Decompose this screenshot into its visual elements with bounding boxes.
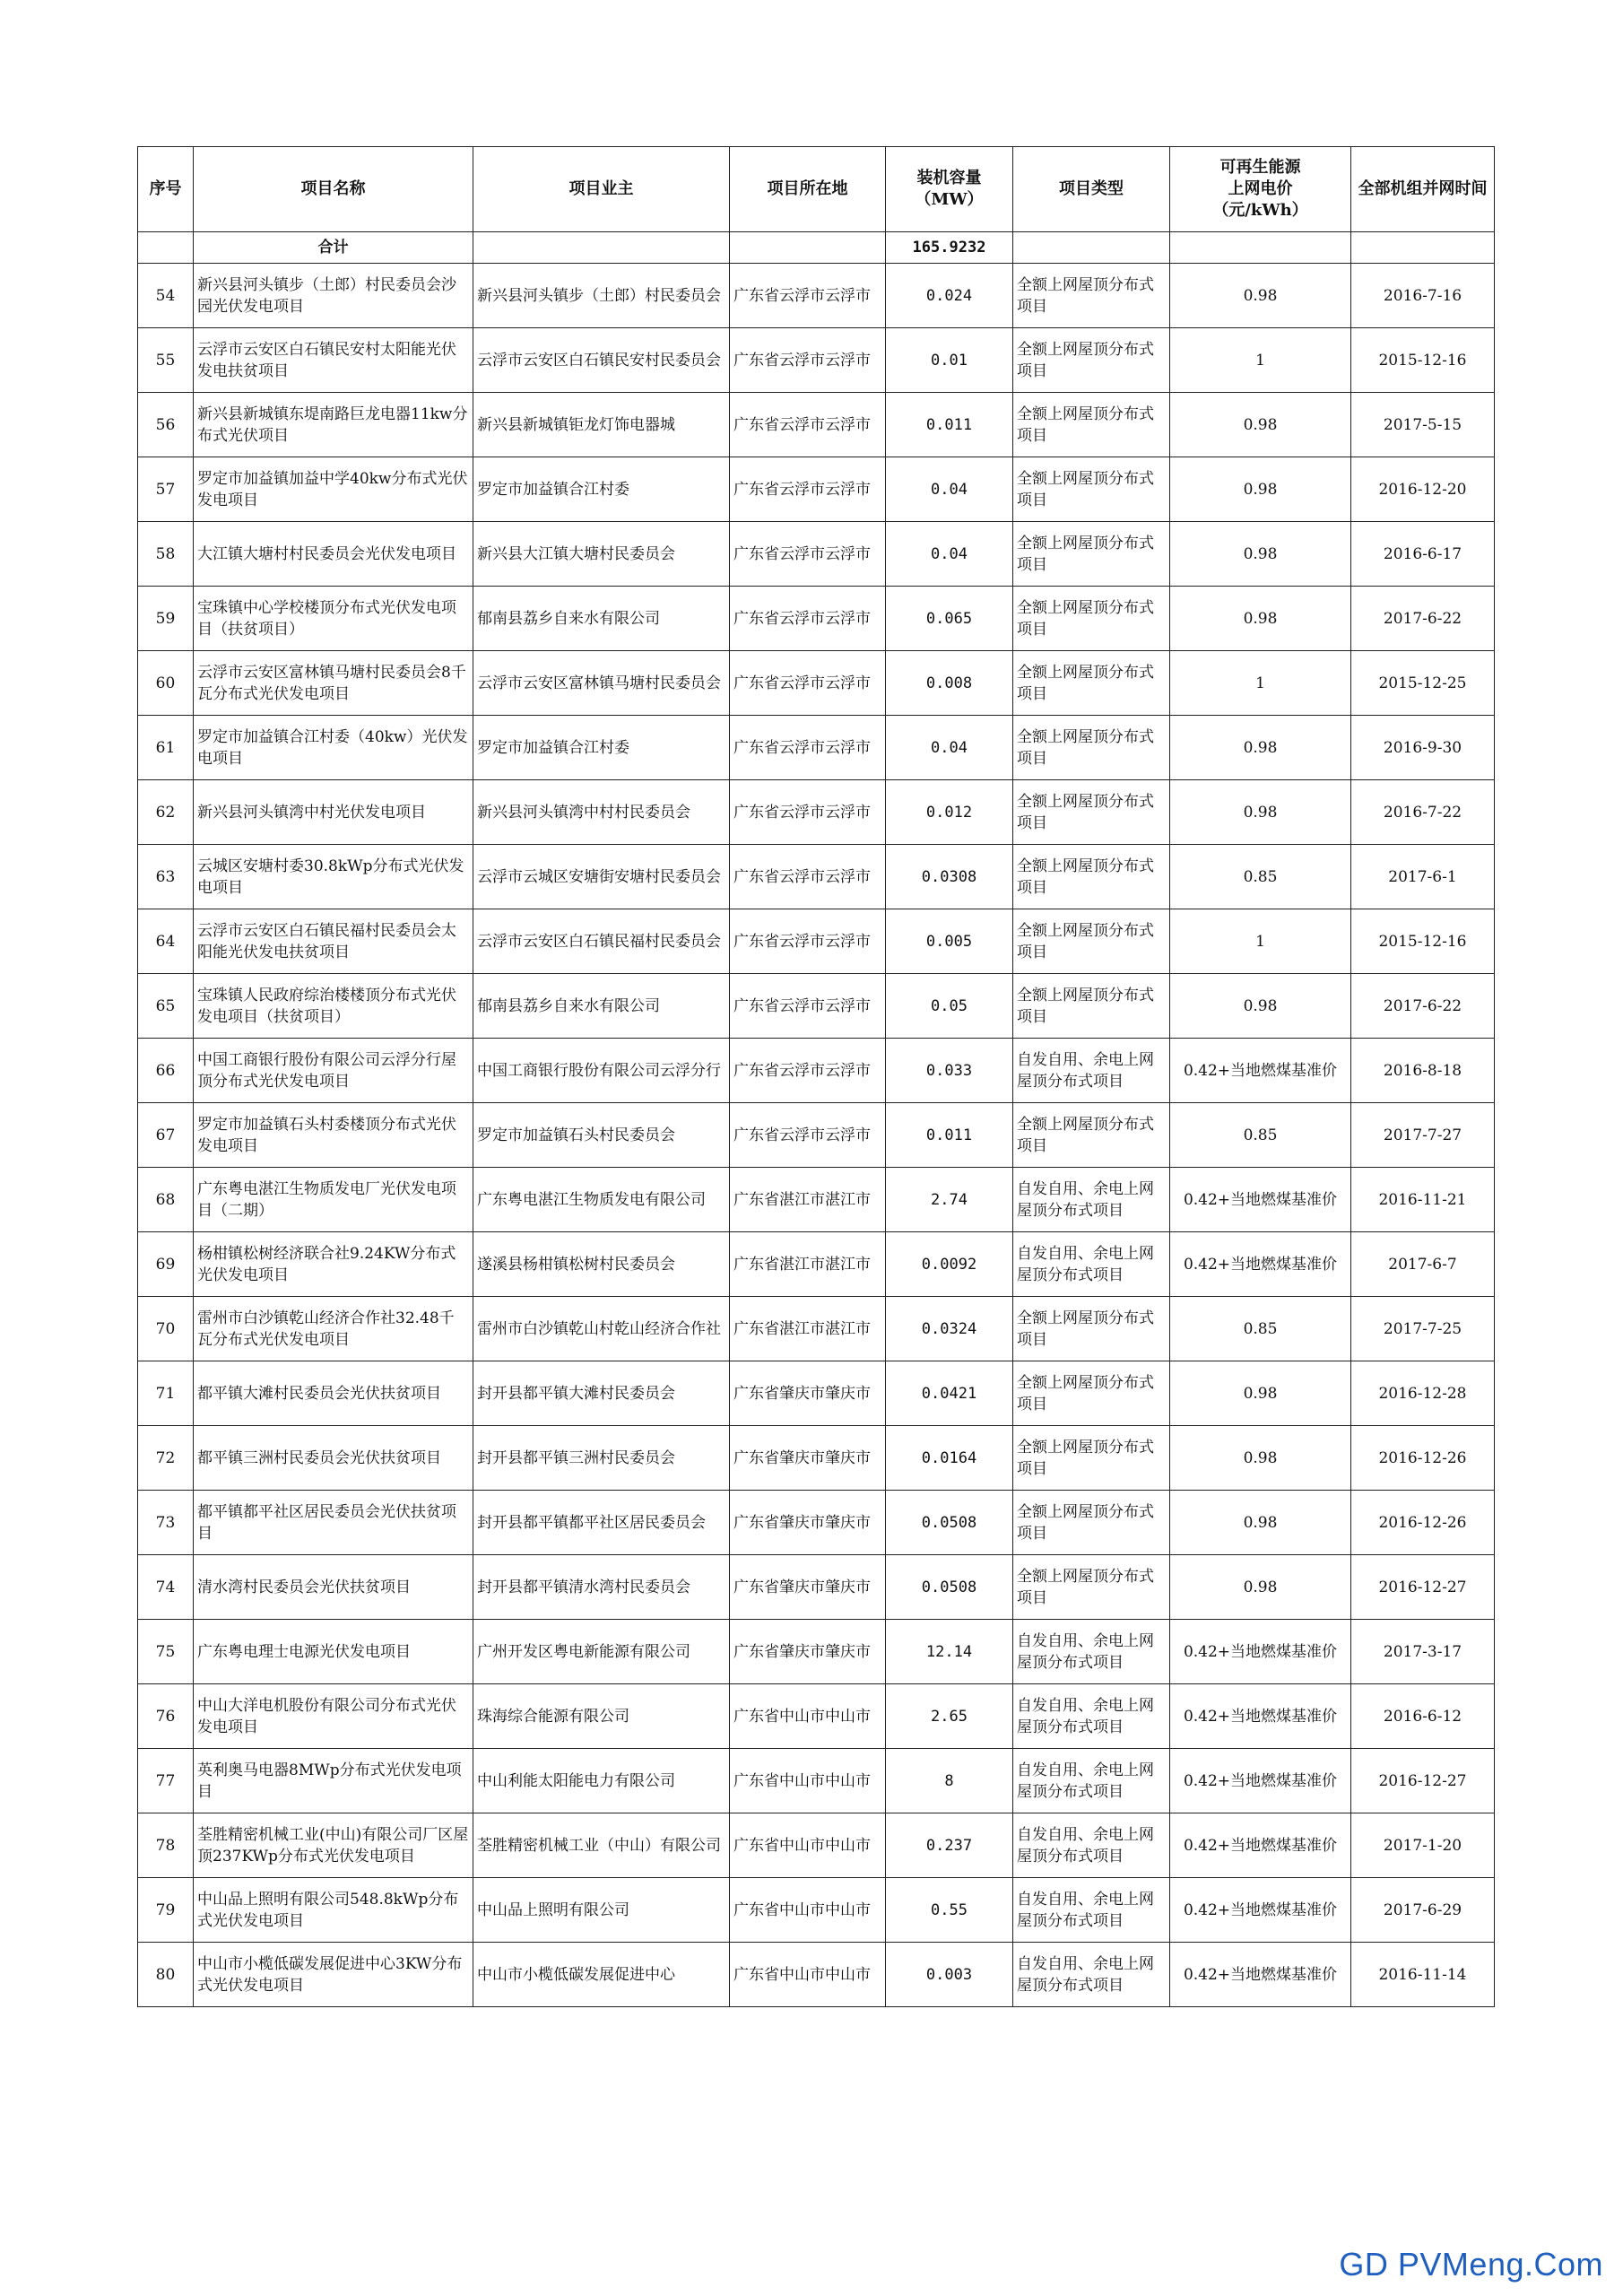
cell-name: 荃胜精密机械工业(中山)有限公司厂区屋顶237KWp分布式光伏发电项目 xyxy=(194,1813,473,1878)
cell-location: 广东省云浮市云浮市 xyxy=(730,1103,886,1168)
table-row xyxy=(138,522,1495,587)
cell-type: 全额上网屋顶分布式项目 xyxy=(1013,1491,1170,1555)
cell-price: 0.42+当地燃煤基准价 xyxy=(1170,1168,1351,1232)
cell-type: 自发自用、余电上网屋顶分布式项目 xyxy=(1013,1232,1170,1297)
cell-price: 0.98 xyxy=(1170,1361,1351,1426)
cell-name: 中山品上照明有限公司548.8kWp分布式光伏发电项目 xyxy=(194,1878,473,1943)
table-row xyxy=(138,1103,1495,1168)
cell-name: 罗定市加益镇合江村委（40kw）光伏发电项目 xyxy=(194,716,473,780)
cell-capacity: 2.74 xyxy=(886,1168,1013,1232)
cell-name: 云城区安塘村委30.8kWp分布式光伏发电项目 xyxy=(194,845,473,909)
cell-type: 自发自用、余电上网屋顶分布式项目 xyxy=(1013,1878,1170,1943)
cell-capacity: 0.04 xyxy=(886,522,1013,587)
cell-type: 全额上网屋顶分布式项目 xyxy=(1013,264,1170,328)
cell-owner: 郁南县荔乡自来水有限公司 xyxy=(473,587,730,651)
cell-location: 广东省云浮市云浮市 xyxy=(730,845,886,909)
cell-name: 新兴县河头镇步（土郎）村民委员会沙园光伏发电项目 xyxy=(194,264,473,328)
cell-seq: 79 xyxy=(138,1878,194,1943)
cell-seq: 63 xyxy=(138,845,194,909)
cell-seq: 71 xyxy=(138,1361,194,1426)
cell-capacity: 0.0324 xyxy=(886,1297,1013,1361)
cell-location: 广东省云浮市云浮市 xyxy=(730,780,886,845)
cell-price: 1 xyxy=(1170,651,1351,716)
project-table xyxy=(137,146,1495,2007)
cell-type: 自发自用、余电上网屋顶分布式项目 xyxy=(1013,1684,1170,1749)
cell-seq: 55 xyxy=(138,328,194,393)
cell-price: 0.98 xyxy=(1170,1555,1351,1620)
cell-date: 2017-5-15 xyxy=(1351,393,1495,457)
cell-location: 广东省云浮市云浮市 xyxy=(730,587,886,651)
header-capacity: 装机容量 （MW） xyxy=(886,147,1013,232)
cell-capacity: 0.0092 xyxy=(886,1232,1013,1297)
cell-seq: 72 xyxy=(138,1426,194,1491)
cell-type: 全额上网屋顶分布式项目 xyxy=(1013,651,1170,716)
header-seq: 序号 xyxy=(138,147,194,232)
cell-type: 自发自用、余电上网屋顶分布式项目 xyxy=(1013,1620,1170,1684)
header-date: 全部机组并网时间 xyxy=(1351,147,1495,232)
table-row xyxy=(138,909,1495,974)
cell-price: 0.42+当地燃煤基准价 xyxy=(1170,1749,1351,1813)
total-label: 合计 xyxy=(194,232,473,264)
cell-price: 0.42+当地燃煤基准价 xyxy=(1170,1943,1351,2007)
cell-type: 全额上网屋顶分布式项目 xyxy=(1013,328,1170,393)
cell-location: 广东省中山市中山市 xyxy=(730,1813,886,1878)
cell-type: 自发自用、余电上网屋顶分布式项目 xyxy=(1013,1749,1170,1813)
cell-type: 全额上网屋顶分布式项目 xyxy=(1013,1555,1170,1620)
cell-location: 广东省云浮市云浮市 xyxy=(730,909,886,974)
cell-name: 中国工商银行股份有限公司云浮分行屋顶分布式光伏发电项目 xyxy=(194,1039,473,1103)
table-row xyxy=(138,393,1495,457)
cell-date: 2017-6-22 xyxy=(1351,587,1495,651)
cell-price: 0.98 xyxy=(1170,393,1351,457)
cell-capacity: 0.05 xyxy=(886,974,1013,1039)
cell-capacity: 0.0421 xyxy=(886,1361,1013,1426)
table-row xyxy=(138,1620,1495,1684)
cell-capacity: 0.0164 xyxy=(886,1426,1013,1491)
cell-seq: 67 xyxy=(138,1103,194,1168)
cell-owner: 雷州市白沙镇乾山村乾山经济合作社 xyxy=(473,1297,730,1361)
cell-capacity: 0.033 xyxy=(886,1039,1013,1103)
table-row xyxy=(138,1749,1495,1813)
total-price-cell xyxy=(1170,232,1351,264)
total-seq-cell xyxy=(138,232,194,264)
cell-capacity: 0.003 xyxy=(886,1943,1013,2007)
cell-type: 全额上网屋顶分布式项目 xyxy=(1013,457,1170,522)
cell-capacity: 12.14 xyxy=(886,1620,1013,1684)
cell-seq: 59 xyxy=(138,587,194,651)
cell-price: 0.98 xyxy=(1170,716,1351,780)
cell-type: 自发自用、余电上网屋顶分布式项目 xyxy=(1013,1039,1170,1103)
cell-price: 0.42+当地燃煤基准价 xyxy=(1170,1039,1351,1103)
cell-owner: 封开县都平镇都平社区居民委员会 xyxy=(473,1491,730,1555)
cell-date: 2017-7-27 xyxy=(1351,1103,1495,1168)
cell-capacity: 0.012 xyxy=(886,780,1013,845)
cell-name: 广东粤电理士电源光伏发电项目 xyxy=(194,1620,473,1684)
cell-seq: 65 xyxy=(138,974,194,1039)
cell-date: 2016-12-27 xyxy=(1351,1749,1495,1813)
cell-date: 2017-6-29 xyxy=(1351,1878,1495,1943)
total-date-cell xyxy=(1351,232,1495,264)
watermark-logo: GD PVMeng.Com xyxy=(1339,2246,1603,2283)
cell-type: 全额上网屋顶分布式项目 xyxy=(1013,587,1170,651)
cell-name: 都平镇三洲村民委员会光伏扶贫项目 xyxy=(194,1426,473,1491)
cell-seq: 54 xyxy=(138,264,194,328)
cell-type: 自发自用、余电上网屋顶分布式项目 xyxy=(1013,1813,1170,1878)
cell-owner: 广东粤电湛江生物质发电有限公司 xyxy=(473,1168,730,1232)
table-row xyxy=(138,1491,1495,1555)
cell-type: 全额上网屋顶分布式项目 xyxy=(1013,1103,1170,1168)
table-row xyxy=(138,974,1495,1039)
cell-location: 广东省湛江市湛江市 xyxy=(730,1232,886,1297)
table-row xyxy=(138,1039,1495,1103)
cell-type: 全额上网屋顶分布式项目 xyxy=(1013,522,1170,587)
cell-capacity: 8 xyxy=(886,1749,1013,1813)
cell-type: 全额上网屋顶分布式项目 xyxy=(1013,974,1170,1039)
cell-date: 2016-12-28 xyxy=(1351,1361,1495,1426)
cell-name: 杨柑镇松树经济联合社9.24KW分布式光伏发电项目 xyxy=(194,1232,473,1297)
cell-location: 广东省肇庆市肇庆市 xyxy=(730,1361,886,1426)
cell-date: 2016-9-30 xyxy=(1351,716,1495,780)
cell-date: 2016-6-17 xyxy=(1351,522,1495,587)
table-row xyxy=(138,1943,1495,2007)
cell-date: 2016-12-26 xyxy=(1351,1491,1495,1555)
cell-seq: 74 xyxy=(138,1555,194,1620)
cell-seq: 68 xyxy=(138,1168,194,1232)
cell-name: 都平镇都平社区居民委员会光伏扶贫项目 xyxy=(194,1491,473,1555)
cell-price: 0.98 xyxy=(1170,974,1351,1039)
cell-owner: 封开县都平镇清水湾村民委员会 xyxy=(473,1555,730,1620)
table-row xyxy=(138,587,1495,651)
cell-location: 广东省云浮市云浮市 xyxy=(730,651,886,716)
cell-price: 0.42+当地燃煤基准价 xyxy=(1170,1878,1351,1943)
table-row xyxy=(138,1878,1495,1943)
cell-price: 0.85 xyxy=(1170,1103,1351,1168)
cell-seq: 80 xyxy=(138,1943,194,2007)
cell-type: 全额上网屋顶分布式项目 xyxy=(1013,845,1170,909)
cell-seq: 62 xyxy=(138,780,194,845)
table-row xyxy=(138,457,1495,522)
cell-price: 0.42+当地燃煤基准价 xyxy=(1170,1232,1351,1297)
cell-owner: 云浮市云安区富林镇马塘村民委员会 xyxy=(473,651,730,716)
cell-name: 英利奥马电器8MWp分布式光伏发电项目 xyxy=(194,1749,473,1813)
cell-seq: 66 xyxy=(138,1039,194,1103)
cell-name: 云浮市云安区白石镇民安村太阳能光伏发电扶贫项目 xyxy=(194,328,473,393)
cell-name: 广东粤电湛江生物质发电厂光伏发电项目（二期） xyxy=(194,1168,473,1232)
cell-price: 0.98 xyxy=(1170,780,1351,845)
table-row xyxy=(138,1297,1495,1361)
cell-seq: 58 xyxy=(138,522,194,587)
cell-name: 云浮市云安区富林镇马塘村民委员会8千瓦分布式光伏发电项目 xyxy=(194,651,473,716)
cell-capacity: 0.0308 xyxy=(886,845,1013,909)
table-row xyxy=(138,716,1495,780)
cell-date: 2016-6-12 xyxy=(1351,1684,1495,1749)
table-row xyxy=(138,328,1495,393)
cell-capacity: 0.0508 xyxy=(886,1491,1013,1555)
cell-location: 广东省中山市中山市 xyxy=(730,1749,886,1813)
table-row xyxy=(138,845,1495,909)
cell-price: 0.98 xyxy=(1170,457,1351,522)
cell-owner: 新兴县河头镇步（土郎）村民委员会 xyxy=(473,264,730,328)
cell-name: 都平镇大滩村民委员会光伏扶贫项目 xyxy=(194,1361,473,1426)
header-location: 项目所在地 xyxy=(730,147,886,232)
cell-capacity: 0.237 xyxy=(886,1813,1013,1878)
table-row xyxy=(138,1555,1495,1620)
cell-seq: 77 xyxy=(138,1749,194,1813)
cell-location: 广东省湛江市湛江市 xyxy=(730,1297,886,1361)
cell-location: 广东省中山市中山市 xyxy=(730,1684,886,1749)
cell-location: 广东省肇庆市肇庆市 xyxy=(730,1491,886,1555)
cell-location: 广东省云浮市云浮市 xyxy=(730,974,886,1039)
cell-date: 2016-12-27 xyxy=(1351,1555,1495,1620)
cell-name: 雷州市白沙镇乾山经济合作社32.48千瓦分布式光伏发电项目 xyxy=(194,1297,473,1361)
cell-owner: 新兴县大江镇大塘村民委员会 xyxy=(473,522,730,587)
cell-location: 广东省肇庆市肇庆市 xyxy=(730,1555,886,1620)
cell-date: 2017-3-17 xyxy=(1351,1620,1495,1684)
cell-date: 2016-11-21 xyxy=(1351,1168,1495,1232)
cell-seq: 75 xyxy=(138,1620,194,1684)
cell-owner: 罗定市加益镇合江村委 xyxy=(473,457,730,522)
cell-type: 全额上网屋顶分布式项目 xyxy=(1013,1297,1170,1361)
table-row xyxy=(138,651,1495,716)
cell-price: 0.98 xyxy=(1170,1426,1351,1491)
table-row xyxy=(138,1232,1495,1297)
cell-owner: 罗定市加益镇合江村委 xyxy=(473,716,730,780)
cell-name: 新兴县新城镇东堤南路巨龙电器11kw分布式光伏项目 xyxy=(194,393,473,457)
table-row xyxy=(138,264,1495,328)
cell-name: 清水湾村民委员会光伏扶贫项目 xyxy=(194,1555,473,1620)
cell-capacity: 0.008 xyxy=(886,651,1013,716)
cell-location: 广东省中山市中山市 xyxy=(730,1878,886,1943)
cell-name: 宝珠镇中心学校楼顶分布式光伏发电项目（扶贫项目） xyxy=(194,587,473,651)
cell-date: 2015-12-16 xyxy=(1351,909,1495,974)
cell-date: 2017-6-7 xyxy=(1351,1232,1495,1297)
cell-owner: 云浮市云安区白石镇民安村民委员会 xyxy=(473,328,730,393)
cell-date: 2015-12-25 xyxy=(1351,651,1495,716)
total-location-cell xyxy=(730,232,886,264)
cell-owner: 封开县都平镇三洲村民委员会 xyxy=(473,1426,730,1491)
cell-seq: 56 xyxy=(138,393,194,457)
cell-owner: 荃胜精密机械工业（中山）有限公司 xyxy=(473,1813,730,1878)
cell-capacity: 0.55 xyxy=(886,1878,1013,1943)
cell-name: 宝珠镇人民政府综治楼楼顶分布式光伏发电项目（扶贫项目） xyxy=(194,974,473,1039)
cell-seq: 76 xyxy=(138,1684,194,1749)
cell-type: 全额上网屋顶分布式项目 xyxy=(1013,716,1170,780)
table-row xyxy=(138,780,1495,845)
cell-date: 2016-7-16 xyxy=(1351,264,1495,328)
cell-owner: 新兴县河头镇湾中村村民委员会 xyxy=(473,780,730,845)
cell-seq: 64 xyxy=(138,909,194,974)
header-row xyxy=(138,147,1495,232)
cell-date: 2017-6-1 xyxy=(1351,845,1495,909)
cell-type: 全额上网屋顶分布式项目 xyxy=(1013,393,1170,457)
cell-type: 自发自用、余电上网屋顶分布式项目 xyxy=(1013,1168,1170,1232)
cell-seq: 60 xyxy=(138,651,194,716)
cell-capacity: 0.065 xyxy=(886,587,1013,651)
cell-date: 2017-7-25 xyxy=(1351,1297,1495,1361)
cell-location: 广东省云浮市云浮市 xyxy=(730,457,886,522)
cell-seq: 78 xyxy=(138,1813,194,1878)
cell-date: 2016-12-26 xyxy=(1351,1426,1495,1491)
cell-price: 1 xyxy=(1170,328,1351,393)
cell-name: 大江镇大塘村村民委员会光伏发电项目 xyxy=(194,522,473,587)
cell-price: 0.98 xyxy=(1170,587,1351,651)
cell-price: 0.85 xyxy=(1170,1297,1351,1361)
cell-location: 广东省中山市中山市 xyxy=(730,1943,886,2007)
cell-seq: 73 xyxy=(138,1491,194,1555)
cell-price: 0.98 xyxy=(1170,522,1351,587)
cell-owner: 中山市小榄低碳发展促进中心 xyxy=(473,1943,730,2007)
total-capacity: 165.9232 xyxy=(886,232,1013,264)
cell-capacity: 2.65 xyxy=(886,1684,1013,1749)
cell-seq: 57 xyxy=(138,457,194,522)
cell-capacity: 0.024 xyxy=(886,264,1013,328)
cell-capacity: 0.011 xyxy=(886,1103,1013,1168)
cell-owner: 中山品上照明有限公司 xyxy=(473,1878,730,1943)
cell-type: 全额上网屋顶分布式项目 xyxy=(1013,1361,1170,1426)
cell-capacity: 0.005 xyxy=(886,909,1013,974)
cell-owner: 广州开发区粤电新能源有限公司 xyxy=(473,1620,730,1684)
cell-location: 广东省云浮市云浮市 xyxy=(730,328,886,393)
table-row xyxy=(138,1813,1495,1878)
header-name: 项目名称 xyxy=(194,147,473,232)
cell-price: 0.98 xyxy=(1170,1491,1351,1555)
cell-type: 自发自用、余电上网屋顶分布式项目 xyxy=(1013,1943,1170,2007)
cell-owner: 珠海综合能源有限公司 xyxy=(473,1684,730,1749)
cell-date: 2017-1-20 xyxy=(1351,1813,1495,1878)
cell-capacity: 0.04 xyxy=(886,716,1013,780)
cell-date: 2016-8-18 xyxy=(1351,1039,1495,1103)
cell-date: 2016-12-20 xyxy=(1351,457,1495,522)
header-price: 可再生能源 上网电价 （元/kWh） xyxy=(1170,147,1351,232)
cell-price: 0.85 xyxy=(1170,845,1351,909)
cell-name: 云浮市云安区白石镇民福村民委员会太阳能光伏发电扶贫项目 xyxy=(194,909,473,974)
cell-price: 0.42+当地燃煤基准价 xyxy=(1170,1620,1351,1684)
cell-name: 中山市小榄低碳发展促进中心3KW分布式光伏发电项目 xyxy=(194,1943,473,2007)
cell-owner: 郁南县荔乡自来水有限公司 xyxy=(473,974,730,1039)
cell-type: 全额上网屋顶分布式项目 xyxy=(1013,1426,1170,1491)
cell-owner: 中山利能太阳能电力有限公司 xyxy=(473,1749,730,1813)
cell-type: 全额上网屋顶分布式项目 xyxy=(1013,909,1170,974)
cell-capacity: 0.011 xyxy=(886,393,1013,457)
cell-price: 1 xyxy=(1170,909,1351,974)
cell-name: 中山大洋电机股份有限公司分布式光伏发电项目 xyxy=(194,1684,473,1749)
cell-owner: 云浮市云安区白石镇民福村民委员会 xyxy=(473,909,730,974)
cell-location: 广东省云浮市云浮市 xyxy=(730,393,886,457)
header-owner: 项目业主 xyxy=(473,147,730,232)
cell-price: 0.42+当地燃煤基准价 xyxy=(1170,1813,1351,1878)
cell-capacity: 0.0508 xyxy=(886,1555,1013,1620)
header-type: 项目类型 xyxy=(1013,147,1170,232)
cell-location: 广东省云浮市云浮市 xyxy=(730,522,886,587)
cell-date: 2015-12-16 xyxy=(1351,328,1495,393)
total-row xyxy=(138,232,1495,264)
total-type-cell xyxy=(1013,232,1170,264)
cell-date: 2016-11-14 xyxy=(1351,1943,1495,2007)
cell-seq: 61 xyxy=(138,716,194,780)
table-row xyxy=(138,1426,1495,1491)
cell-owner: 罗定市加益镇石头村民委员会 xyxy=(473,1103,730,1168)
cell-date: 2017-6-22 xyxy=(1351,974,1495,1039)
cell-seq: 69 xyxy=(138,1232,194,1297)
cell-location: 广东省肇庆市肇庆市 xyxy=(730,1620,886,1684)
cell-name: 罗定市加益镇加益中学40kw分布式光伏发电项目 xyxy=(194,457,473,522)
cell-name: 罗定市加益镇石头村委楼顶分布式光伏发电项目 xyxy=(194,1103,473,1168)
cell-owner: 封开县都平镇大滩村民委员会 xyxy=(473,1361,730,1426)
cell-owner: 中国工商银行股份有限公司云浮分行 xyxy=(473,1039,730,1103)
cell-type: 全额上网屋顶分布式项目 xyxy=(1013,780,1170,845)
cell-location: 广东省云浮市云浮市 xyxy=(730,716,886,780)
cell-location: 广东省云浮市云浮市 xyxy=(730,1039,886,1103)
cell-location: 广东省肇庆市肇庆市 xyxy=(730,1426,886,1491)
table-row xyxy=(138,1361,1495,1426)
cell-price: 0.98 xyxy=(1170,264,1351,328)
cell-capacity: 0.04 xyxy=(886,457,1013,522)
cell-date: 2016-7-22 xyxy=(1351,780,1495,845)
table-row xyxy=(138,1168,1495,1232)
table-row xyxy=(138,1684,1495,1749)
cell-location: 广东省云浮市云浮市 xyxy=(730,264,886,328)
cell-owner: 云浮市云城区安塘街安塘村民委员会 xyxy=(473,845,730,909)
total-owner-cell xyxy=(473,232,730,264)
cell-owner: 新兴县新城镇钜龙灯饰电器城 xyxy=(473,393,730,457)
cell-price: 0.42+当地燃煤基准价 xyxy=(1170,1684,1351,1749)
cell-seq: 70 xyxy=(138,1297,194,1361)
cell-owner: 遂溪县杨柑镇松树村民委员会 xyxy=(473,1232,730,1297)
cell-name: 新兴县河头镇湾中村光伏发电项目 xyxy=(194,780,473,845)
cell-location: 广东省湛江市湛江市 xyxy=(730,1168,886,1232)
cell-capacity: 0.01 xyxy=(886,328,1013,393)
